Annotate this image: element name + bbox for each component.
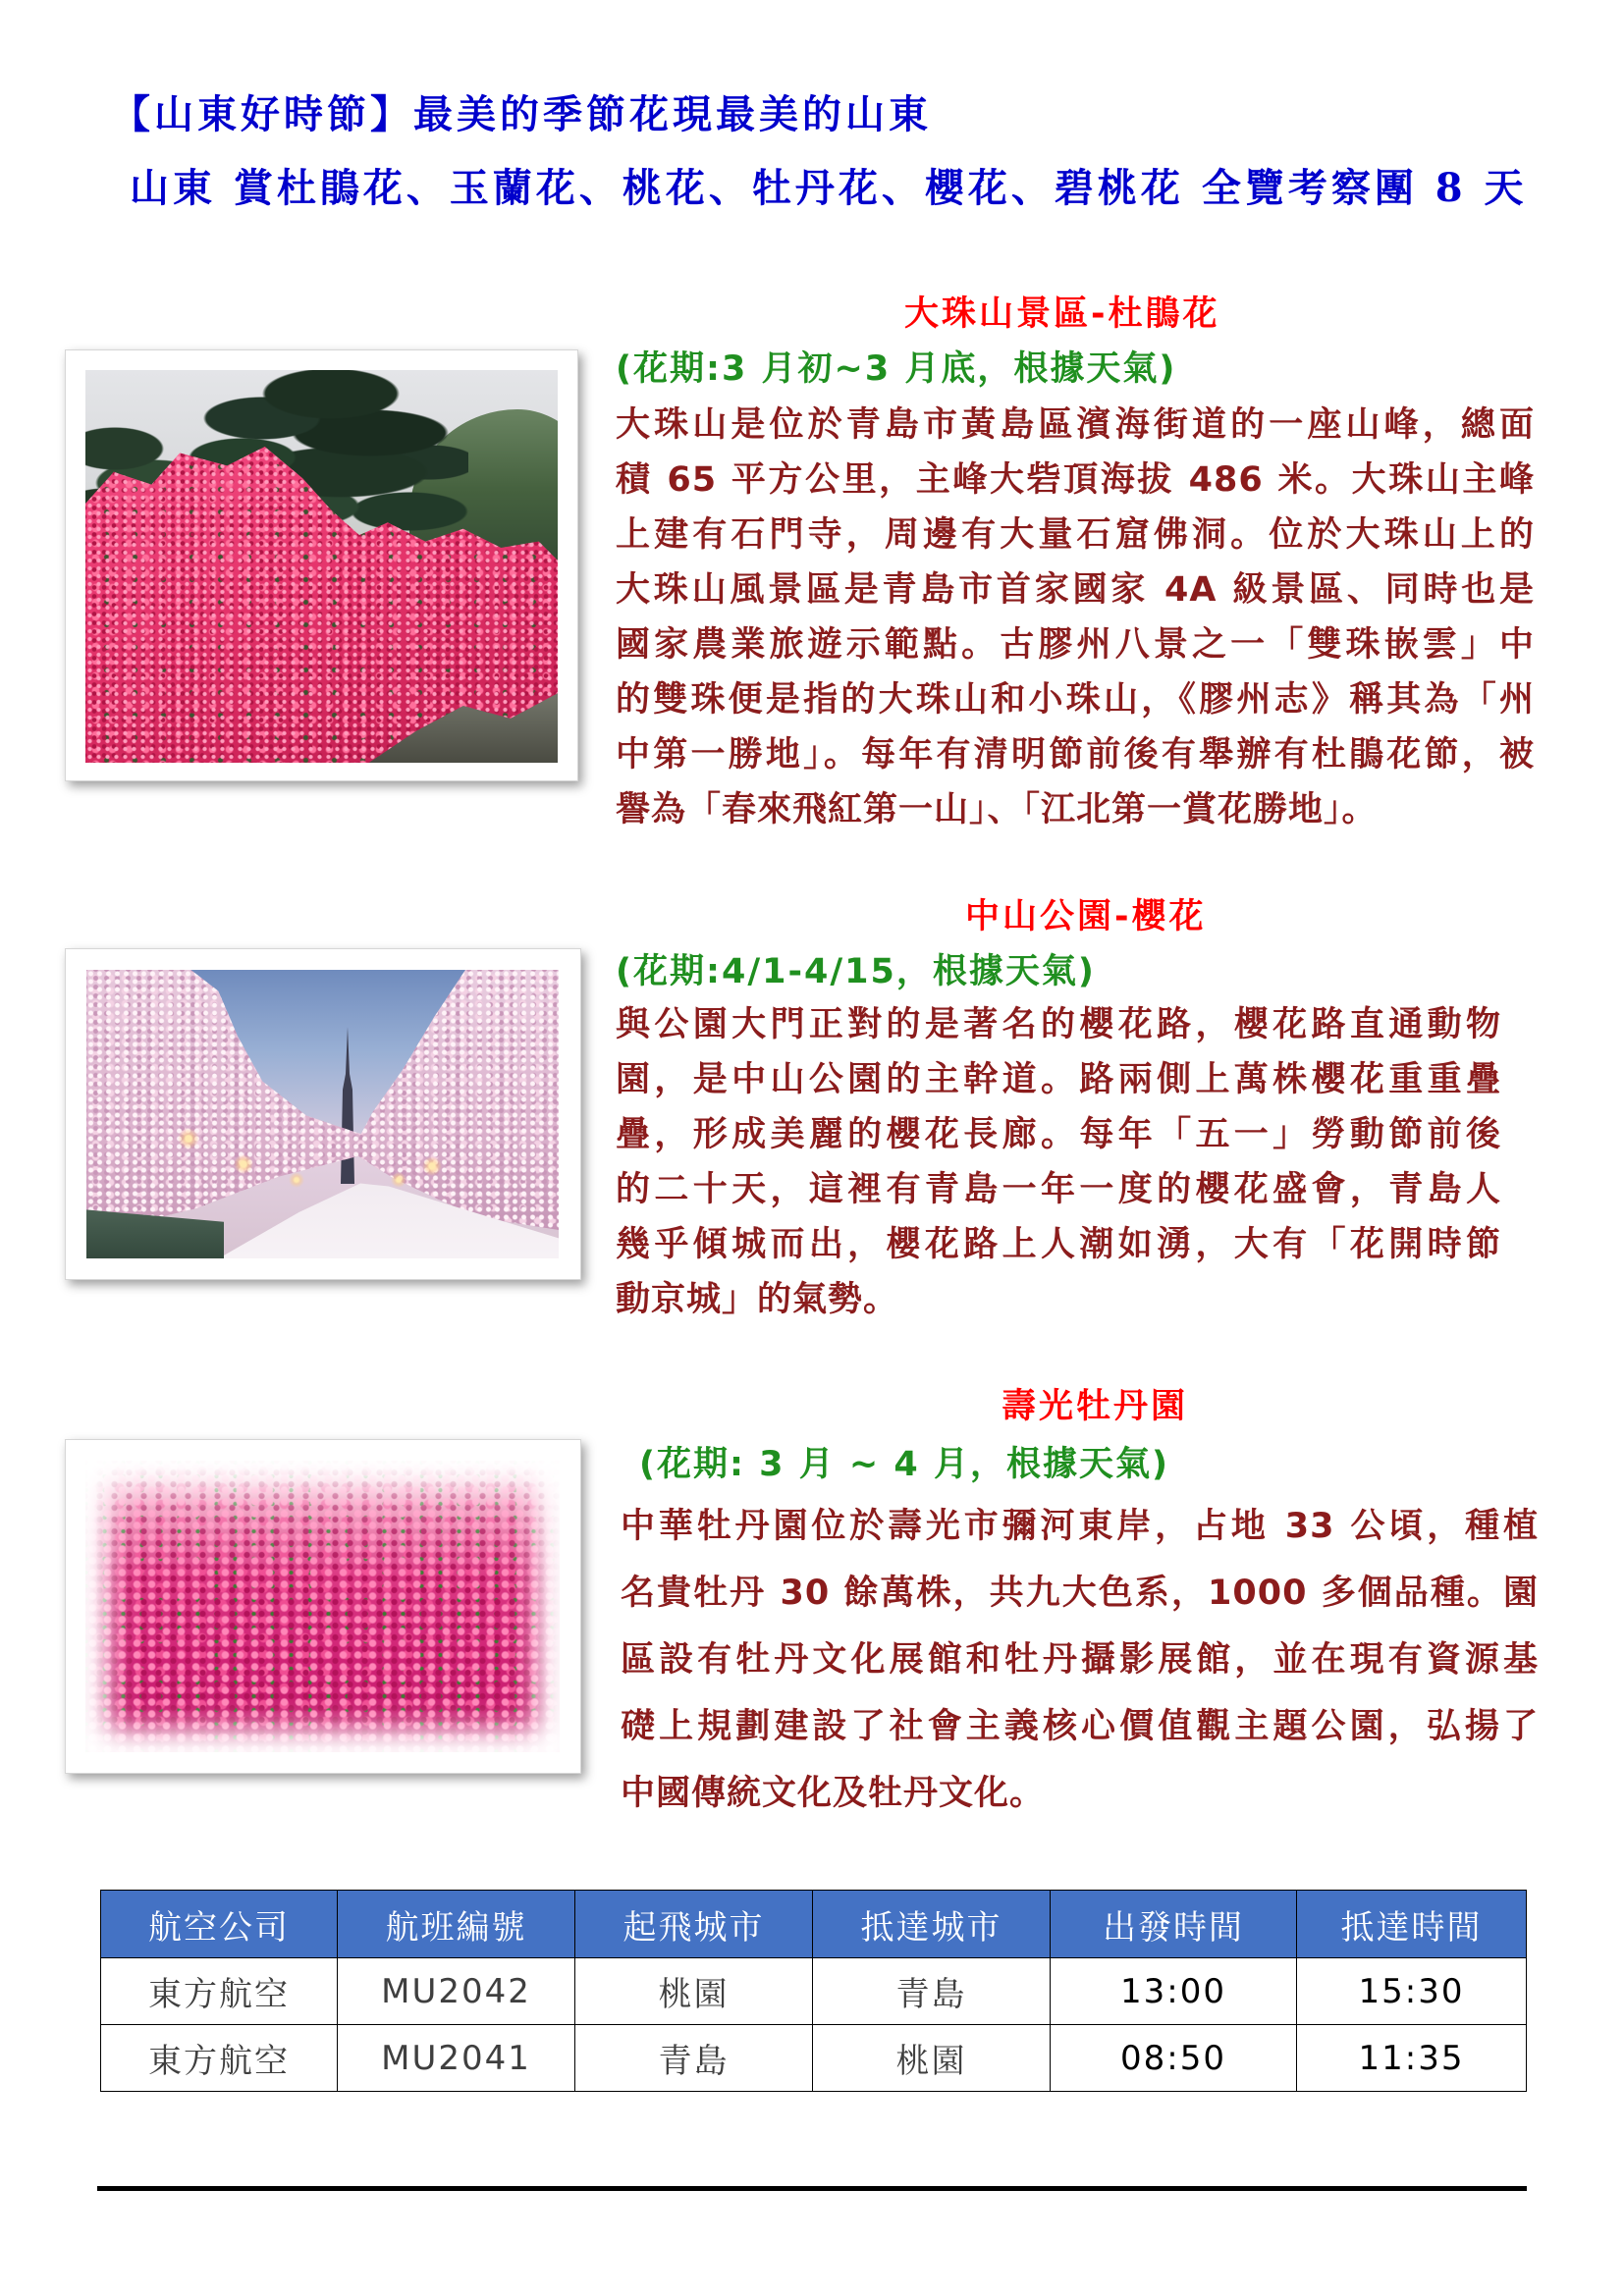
text-line: 疊，形成美麗的櫻花長廊。每年「五一」勞動節前後 — [616, 1115, 1501, 1154]
cell-departure-city: 青島 — [575, 2025, 813, 2092]
peony-photo-frame — [65, 1439, 581, 1774]
section-heading-zhongshan-park: 中山公園-櫻花 — [965, 897, 1207, 936]
dazhushan-description — [616, 398, 1535, 837]
bloom-period-shouguang-peony: (花期: 3 月 ~ 4 月，根據天氣) — [639, 1445, 1169, 1484]
cell-arrival-time: 15:30 — [1297, 1958, 1527, 2025]
text-line: 中第一勝地」。每年有清明節前後有舉辦有杜鵑花節，被 — [616, 735, 1535, 774]
peony-field-photo — [85, 1461, 560, 1752]
header-arrival-time: 抵達時間 — [1297, 1891, 1527, 1958]
zhongshan-park-description — [616, 997, 1501, 1327]
header-arrival-city: 抵達城市 — [813, 1891, 1051, 1958]
text-line: 動京城」的氣勢。 — [616, 1280, 899, 1319]
header-departure-time: 出發時間 — [1051, 1891, 1297, 1958]
text-line: 礎上規劃建設了社會主義核心價值觀主題公園，弘揚了 — [621, 1707, 1539, 1746]
text-line: 與公園大門正對的是著名的櫻花路，櫻花路直通動物 — [616, 1005, 1501, 1044]
text-line: 大珠山風景區是青島市首家國家 4A 級景區、同時也是 — [616, 570, 1535, 610]
cherry-blossom-photo-frame — [65, 948, 581, 1280]
table-header-row — [101, 1891, 1527, 1958]
table-row — [101, 1958, 1527, 2025]
street-lamps — [86, 970, 559, 1258]
azalea-photo — [85, 370, 558, 763]
cell-departure-time: 08:50 — [1051, 2025, 1297, 2092]
bloom-period-dazhushan: (花期:3 月初~3 月底，根據天氣) — [616, 349, 1177, 389]
cell-arrival-time: 11:35 — [1297, 2025, 1527, 2092]
cell-arrival-city: 青島 — [813, 1958, 1051, 2025]
text-line: 園，是中山公園的主幹道。路兩側上萬株櫻花重重疊 — [616, 1060, 1501, 1099]
footer-divider — [97, 2186, 1527, 2191]
flight-schedule-table — [100, 1890, 1527, 2092]
shouguang-peony-description — [621, 1493, 1539, 1827]
section-heading-shouguang-peony: 壽光牡丹園 — [1001, 1387, 1189, 1426]
text-line: 大珠山是位於青島市黃島區濱海街道的一座山峰，總面 — [616, 405, 1535, 445]
header-departure-city: 起飛城市 — [575, 1891, 813, 1958]
text-line: 名貴牡丹 30 餘萬株，共九大色系，1000 多個品種。園 — [621, 1574, 1539, 1613]
text-line: 中國傳統文化及牡丹文化。 — [621, 1774, 1046, 1813]
page-title: 【山東好時節】最美的季節花現最美的山東 — [111, 91, 932, 137]
cell-airline: 東方航空 — [101, 1958, 338, 2025]
tour-subtitle: 山東 賞杜鵑花、玉蘭花、桃花、牡丹花、櫻花、碧桃花 全覽考察團 8 天 — [130, 165, 1528, 211]
cell-flight-number: MU2041 — [338, 2025, 575, 2092]
cell-arrival-city: 桃園 — [813, 2025, 1051, 2092]
table-row — [101, 2025, 1527, 2092]
cell-flight-number: MU2042 — [338, 1958, 575, 2025]
header-airline: 航空公司 — [101, 1891, 338, 1958]
photo-vignette — [85, 1461, 560, 1752]
section-heading-dazhushan: 大珠山景區-杜鵑花 — [904, 294, 1220, 334]
header-flight-number: 航班編號 — [338, 1891, 575, 1958]
cell-departure-city: 桃園 — [575, 1958, 813, 2025]
text-line: 積 65 平方公里，主峰大砦頂海拔 486 米。大珠山主峰 — [616, 460, 1535, 500]
text-line: 上建有石門寺，周邊有大量石窟佛洞。位於大珠山上的 — [616, 515, 1535, 555]
bloom-period-zhongshan-park: (花期:4/1-4/15，根據天氣) — [616, 952, 1096, 991]
text-line: 國家農業旅遊示範點。古膠州八景之一「雙珠嵌雲」中 — [616, 625, 1535, 665]
text-line: 區設有牡丹文化展館和牡丹攝影展館，並在現有資源基 — [621, 1640, 1539, 1680]
cell-departure-time: 13:00 — [1051, 1958, 1297, 2025]
azalea-photo-frame — [65, 349, 578, 781]
text-line: 譽為「春來飛紅第一山」、「江北第一賞花勝地」。 — [616, 790, 1378, 829]
text-line: 的雙珠便是指的大珠山和小珠山，《膠州志》稱其為「州 — [616, 680, 1535, 720]
text-line: 中華牡丹園位於壽光市彌河東岸，占地 33 公頃，種植 — [621, 1507, 1539, 1546]
cell-airline: 東方航空 — [101, 2025, 338, 2092]
text-line: 幾乎傾城而出，櫻花路上人潮如湧，大有「花開時節 — [616, 1225, 1501, 1264]
cherry-blossom-photo — [86, 970, 559, 1258]
text-line: 的二十天，這裡有青島一年一度的櫻花盛會，青島人 — [616, 1170, 1501, 1209]
